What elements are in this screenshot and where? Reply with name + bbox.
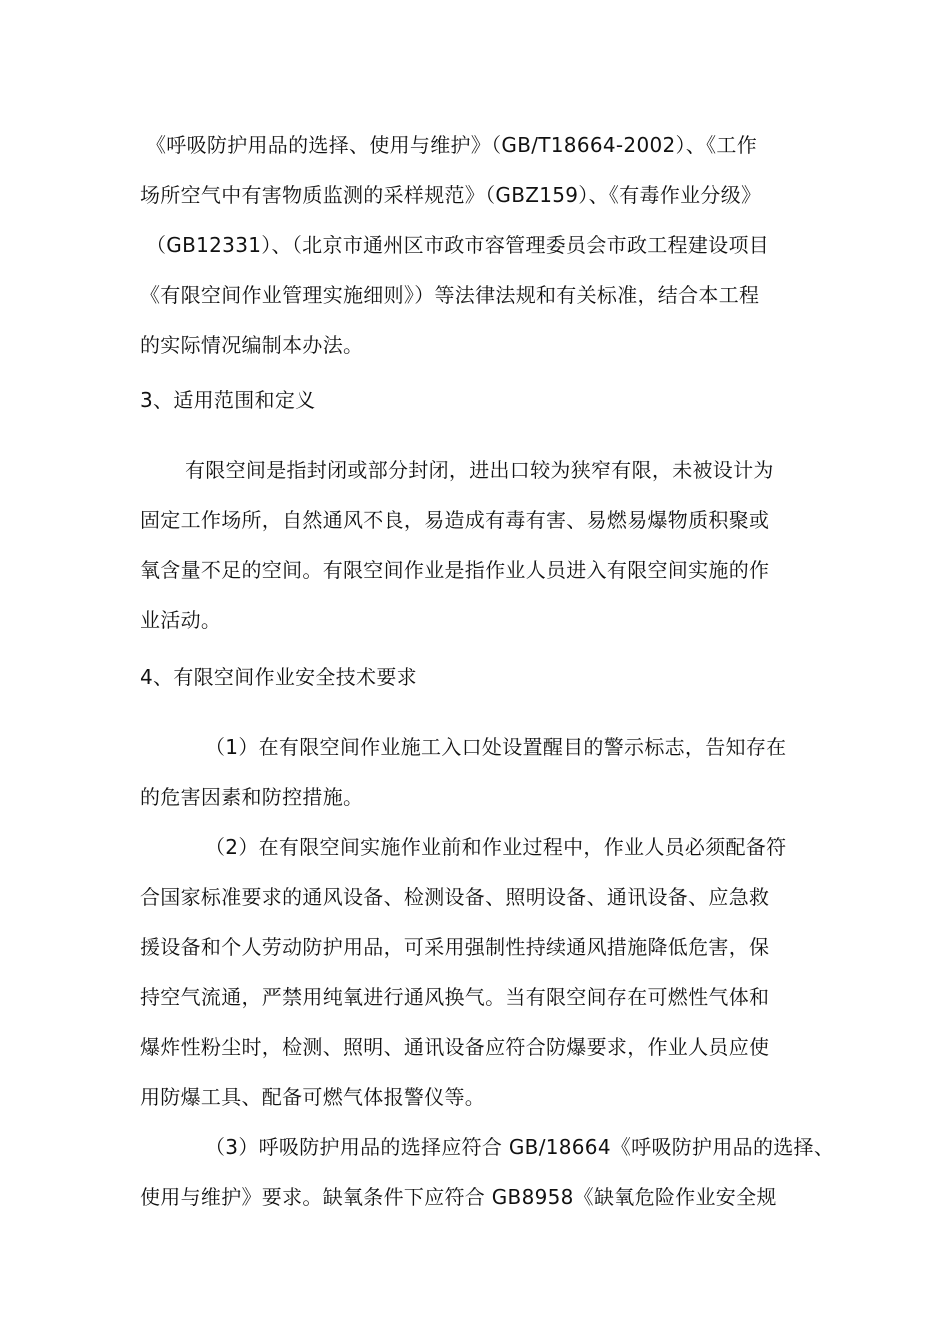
text-line: （3）呼吸防护用品的选择应符合 GB/18664《呼吸防护用品的选择、 (205, 1135, 835, 1159)
text-line: 《有限空间作业管理实施细则》）等法律法规和有关标准，结合本工程 (140, 283, 760, 307)
text-line: 固定工作场所，自然通风不良，易造成有毒有害、易燃易爆物质积聚或 (140, 508, 770, 532)
text-line: 的危害因素和防控措施。 (140, 785, 364, 809)
text-line: （GB12331）、（北京市通州区市政市容管理委员会市政工程建设项目 (146, 233, 770, 257)
section-heading: 4、有限空间作业安全技术要求 (140, 665, 417, 689)
text-line: 爆炸性粉尘时，检测、照明、通讯设备应符合防爆要求，作业人员应使 (140, 1035, 770, 1059)
text-line: 援设备和个人劳动防护用品，可采用强制性持续通风措施降低危害，保 (140, 935, 770, 959)
text-line: 持空气流通，严禁用纯氧进行通风换气。当有限空间存在可燃性气体和 (140, 985, 770, 1009)
text-line: 的实际情况编制本办法。 (140, 333, 364, 357)
text-line: 业活动。 (140, 608, 222, 632)
text-line: 用防爆工具、配备可燃气体报警仪等。 (140, 1085, 486, 1109)
text-line: （1）在有限空间作业施工入口处设置醒目的警示标志，告知存在 (205, 735, 787, 759)
text-line: 使用与维护》要求。缺氧条件下应符合 GB8958《缺氧危险作业安全规 (140, 1185, 777, 1209)
text-line: 合国家标准要求的通风设备、检测设备、照明设备、通讯设备、应急救 (140, 885, 770, 909)
text-line: （2）在有限空间实施作业前和作业过程中，作业人员必须配备符 (205, 835, 787, 859)
text-line: 氧含量不足的空间。有限空间作业是指作业人员进入有限空间实施的作 (140, 558, 770, 582)
text-line: 场所空气中有害物质监测的采样规范》（GBZ159）、《有毒作业分级》 (140, 183, 762, 207)
section-heading: 3、适用范围和定义 (140, 388, 316, 412)
text-line: 《呼吸防护用品的选择、使用与维护》（GB/T18664-2002）、《工作 (146, 133, 758, 157)
text-line: 有限空间是指封闭或部分封闭，进出口较为狭窄有限，未被设计为 (185, 458, 774, 482)
